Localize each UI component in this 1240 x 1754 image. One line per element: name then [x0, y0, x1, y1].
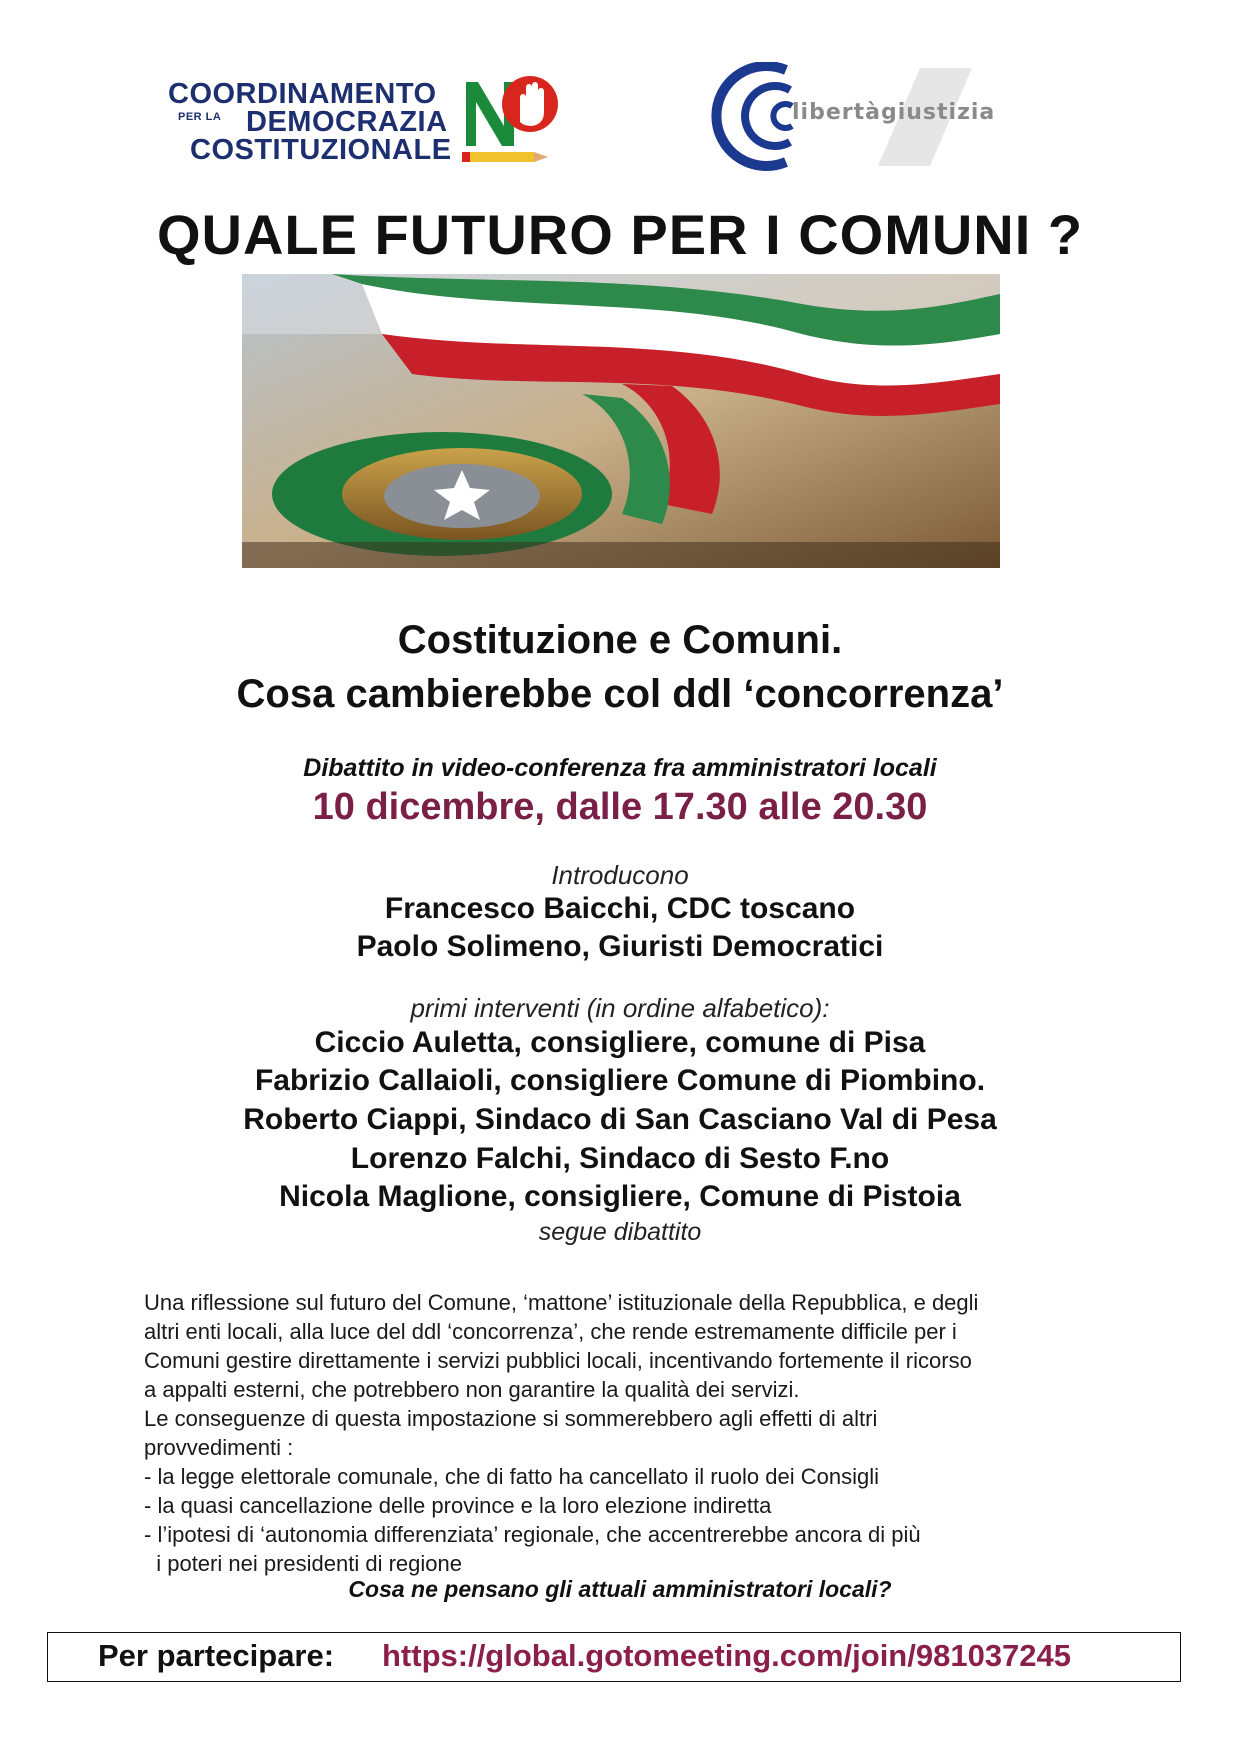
- cdc-logo-line1: COORDINAMENTO: [168, 78, 437, 110]
- body-line: - la quasi cancellazione delle province e la loro elezione indiretta: [144, 1493, 772, 1518]
- intervention-speaker: Roberto Ciappi, Sindaco di San Casciano Val di Pesa: [243, 1103, 997, 1136]
- cdc-logo: [168, 72, 568, 172]
- body-line: - l’ipotesi di ‘autonomia differenziata’ regionale, che accentrerebbe ancora di più: [144, 1522, 921, 1547]
- join-label: Per partecipare:: [98, 1638, 335, 1673]
- body-line: Comuni gestire direttamente i servizi pubblici locali, incentivando fortemente il ricorso: [144, 1348, 972, 1373]
- mayor-sash-image: [242, 274, 1000, 568]
- cdc-logo-line2-small: PER LA: [178, 111, 222, 123]
- lg-logo-text: libertàgiustizia: [792, 100, 996, 125]
- cdc-logo-line3: COSTITUZIONALE: [190, 134, 452, 166]
- intervention-speaker: Nicola Maglione, consigliere, Comune di Pistoia: [279, 1180, 961, 1213]
- body-line: i poteri nei presidenti di regione: [144, 1551, 462, 1576]
- subtitle-line2: Cosa cambierebbe col ddl ‘concorrenza’: [236, 672, 1004, 716]
- body-line: Una riflessione sul futuro del Comune, ‘mattone’ istituzionale della Repubblica, e degli: [144, 1290, 979, 1315]
- join-link[interactable]: https://global.gotomeeting.com/join/981037245: [382, 1638, 1072, 1673]
- event-date-time: 10 dicembre, dalle 17.30 alle 20.30: [312, 786, 928, 828]
- subtitle-line1: Costituzione e Comuni.: [397, 618, 843, 662]
- intervention-speaker: Fabrizio Callaioli, consigliere Comune di Piombino.: [254, 1064, 986, 1097]
- intervention-speaker: Lorenzo Falchi, Sindaco di Sesto F.no: [350, 1142, 890, 1175]
- intervention-speaker: Ciccio Auletta, consigliere, comune di Pisa: [314, 1026, 926, 1059]
- body-line: Le conseguenze di questa impostazione si sommerebbero agli effetti di altri: [144, 1406, 878, 1431]
- body-line: a appalti esterni, che potrebbero non garantire la qualità dei servizi.: [144, 1377, 800, 1402]
- join-box: [47, 1632, 1181, 1682]
- body-line: provvedimenti :: [144, 1435, 294, 1460]
- description-body: [144, 1288, 1104, 1578]
- follow-up-note: segue dibattito: [538, 1218, 702, 1246]
- no-hand-icon: [460, 72, 560, 168]
- body-line: altri enti locali, alla luce del ddl ‘concorrenza’, che rende estremamente difficile per i: [144, 1319, 957, 1344]
- event-description: Dibattito in video-conferenza fra amministratori locali: [303, 754, 937, 782]
- cdc-logo-line2: DEMOCRAZIA: [246, 106, 448, 138]
- lg-logo: [690, 62, 1030, 172]
- introduction-label: Introducono: [551, 860, 689, 890]
- page-title: QUALE FUTURO PER I COMUNI ?: [156, 203, 1084, 266]
- intro-speaker: Francesco Baicchi, CDC toscano: [384, 892, 856, 925]
- body-line: - la legge elettorale comunale, che di fatto ha cancellato il ruolo dei Consigli: [144, 1464, 879, 1489]
- intro-speaker: Paolo Solimeno, Giuristi Democratici: [356, 930, 884, 963]
- closing-question: Cosa ne pensano gli attuali amministratori locali?: [348, 1576, 892, 1602]
- interventions-label: primi interventi (in ordine alfabetico):: [410, 993, 830, 1023]
